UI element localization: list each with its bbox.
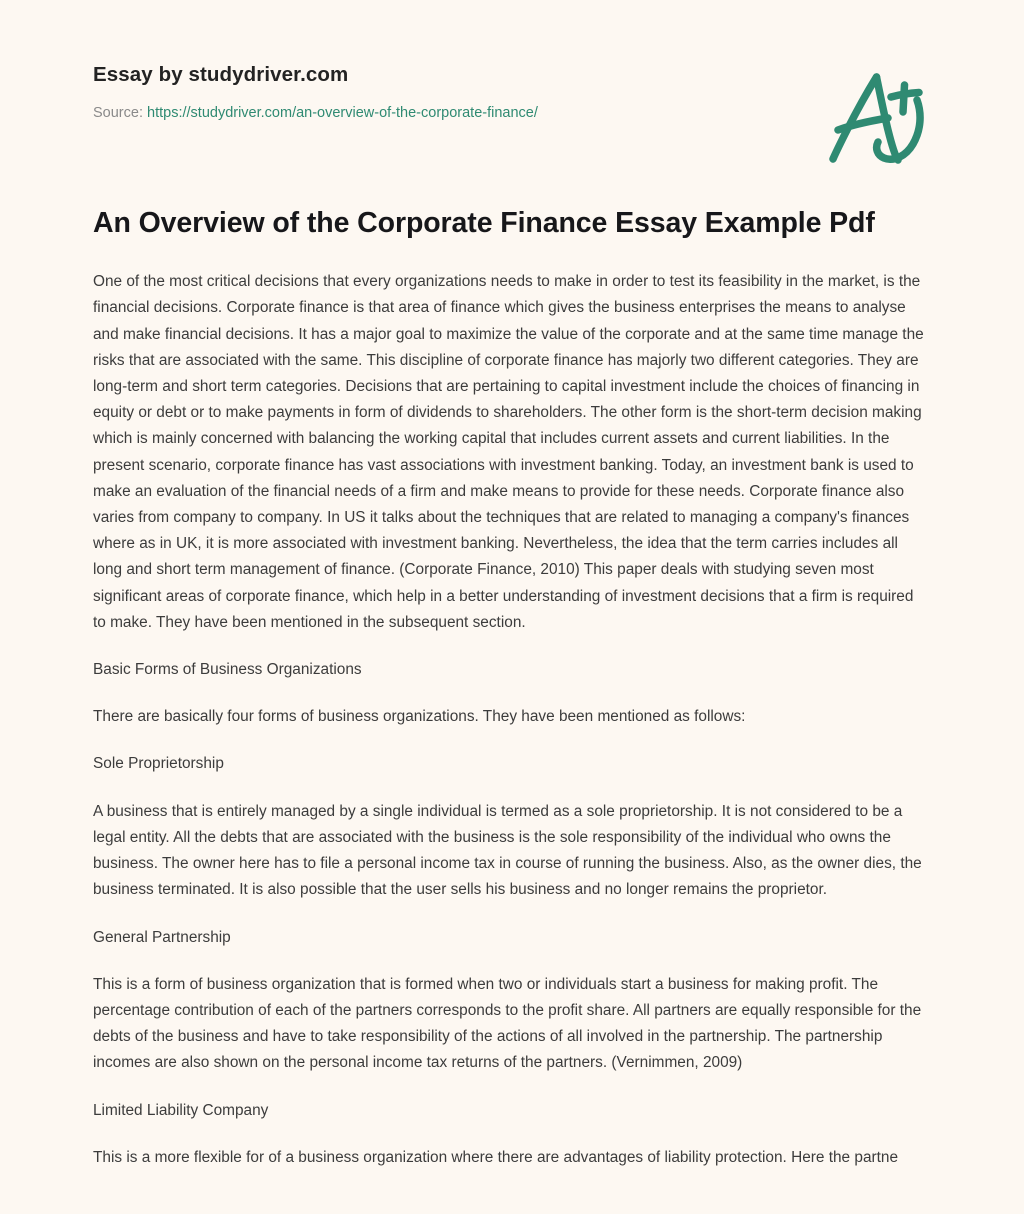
article-body [0, 241, 1024, 1171]
source-label: Source: [93, 104, 143, 121]
heading-general-partnership: General Partnership [93, 928, 231, 946]
page-title: An Overview of the Corporate Finance Essay Example Pdf [93, 207, 875, 240]
source-line [93, 104, 930, 123]
source-url-link[interactable]: https://studydriver.com/an-overview-of-the-corporate-finance/ [147, 104, 538, 121]
paragraph-basic-forms-intro: There are basically four forms of business organizations. They have been mentioned as follows: [93, 708, 746, 726]
heading-sole-proprietorship: Sole Proprietorship [93, 755, 224, 773]
heading-limited-liability-company: Limited Liability Company [93, 1101, 269, 1119]
paragraph-limited-liability-company: This is a more flexible for of a business organization where there are advantages of liability protection. Here the partne [93, 1148, 899, 1166]
byline: Essay by studydriver.com [93, 63, 349, 86]
heading-basic-forms: Basic Forms of Business Organizations [93, 661, 362, 679]
paragraph-sole-proprietorship: A business that is entirely managed by a single individual is termed as a sole proprietorship. It is not considered to be a legal entity. All the debts that are associated with the business is the sole responsibility of the individual who owns the business. The owner here has to file a personal income tax in course of running the business. Also, as the owner dies, the business terminated. It is also possible that the user sells his business and no longer remains the proprietor. [93, 802, 922, 899]
a-plus-logo [818, 68, 930, 168]
paragraph-general-partnership: This is a form of business organization that is formed when two or individuals start a business for making profit. The percentage contribution of each of the partners corresponds to the profit share. All partners are equally responsible for the debts of the business and have to take responsibility of the actions of all involved in the partnership. The partnership incomes are also shown on the personal income tax returns of the partners. (Vernimmen, 2009) [93, 975, 922, 1072]
paragraph-intro: One of the most critical decisions that every organizations needs to make in order to test its feasibility in the market, is the financial decisions. Corporate finance is that area of finance which gives the business enterprises the means to analyse and make financial decisions. It has a major goal to maximize the value of the corporate and at the same time manage the risks that are associated with the same. This discipline of corporate finance has majorly two different categories. They are long-term and short term categories. Decisions that are pertaining to capital investment include the choices of financing in equity or debt or to make payments in form of dividends to shareholders. The other form is the short-term decision making which is mainly concerned with balancing the working capital that includes current assets and current liabilities. In the present scenario, corporate finance has vast associations with investment banking. Today, an investment bank is used to make an evaluation of the financial needs of a firm and make means to provide for these needs. Corporate finance also varies from company to company. In US it talks about the techniques that are related to managing a company's finances where as in UK, it is more associated with investment banking. Nevertheless, the idea that the term carries includes all long and short term management of finance. (Corporate Finance, 2010) This paper deals with studying seven most significant areas of corporate finance, which help in a better understanding of investment decisions that a firm is required to make. They have been mentioned in the subsequent section. [93, 273, 924, 631]
document-header [0, 0, 1024, 122]
